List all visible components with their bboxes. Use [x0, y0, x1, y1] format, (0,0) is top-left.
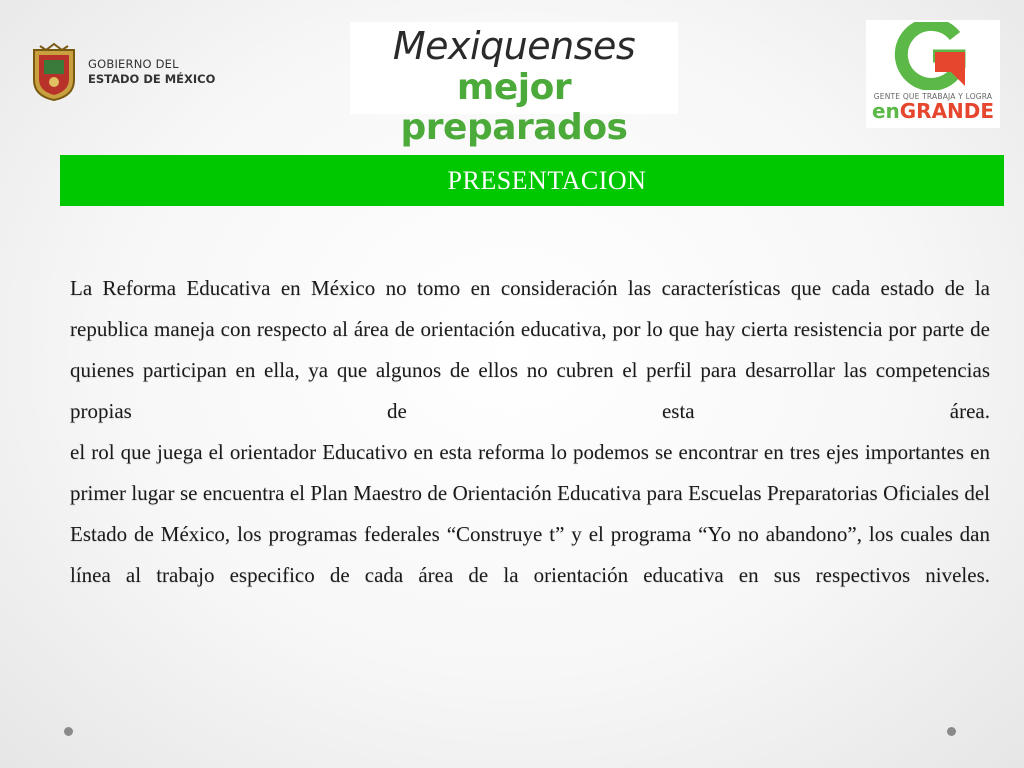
paragraph-1: La Reforma Educativa en México no tomo en consideración las características que cada estado de la republica maneja con respecto al área de orientación educativa, por lo que hay cierta resistencia por parte de quienes participan en ella, ya que algunos de ellos no cubren el perfil para desarrollar las competencias propias de esta área. [70, 276, 990, 423]
decorative-dot-left [64, 727, 73, 736]
engrande-tagline: GENTE QUE TRABAJA Y LOGRA [873, 92, 993, 101]
engrande-brand [866, 101, 1000, 121]
paragraph-2: el rol que juega el orientador Educativo en esta reforma lo podemos se encontrar en tres ejes importantes en primer lugar se encuentra el Plan Maestro de Orientación Educativa para Escuelas Preparatorias Oficiales del Estado de México, los programas federales “Construye t” y el programa “Yo no abandono”, los cuales dan línea al trabajo especifico de cada área de la orientación educativa en sus respectivos niveles. [70, 440, 990, 587]
engrande-brand-en: en [871, 99, 900, 123]
title-bar [60, 155, 1004, 206]
engrande-brand-grande: GRANDE [899, 99, 995, 123]
gobierno-estado-mexico-logo [30, 42, 215, 102]
gov-logo-line1: GOBIERNO DEL [88, 57, 179, 71]
decorative-dot-right [947, 727, 956, 736]
page-title: PRESENTACION [447, 165, 647, 195]
g-emblem-icon [893, 22, 973, 90]
presentation-body [70, 268, 990, 596]
gov-logo-line2: ESTADO DE MÉXICO [88, 72, 216, 86]
state-seal-icon [30, 42, 78, 102]
engrande-logo [866, 20, 1000, 128]
mexiquenses-logo [350, 22, 678, 148]
mexiquenses-logo-line2: mejor preparados [400, 67, 628, 148]
mexiquenses-logo-line1: Mexiquenses [392, 24, 636, 68]
